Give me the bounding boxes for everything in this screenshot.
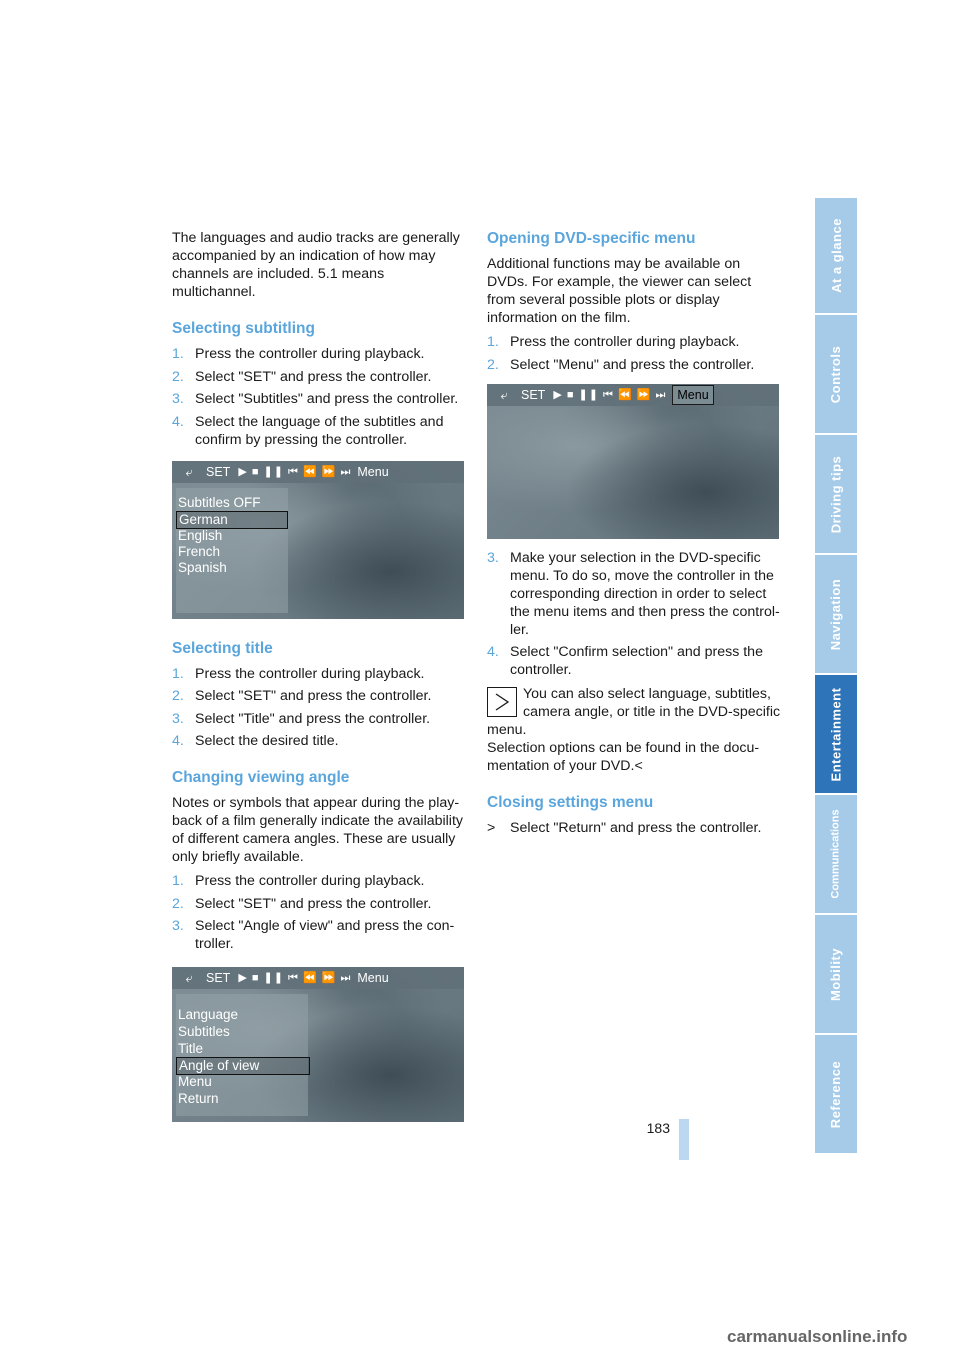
menu-item: English <box>178 527 223 543</box>
title-heading: Selecting title <box>172 639 273 657</box>
menu-item: Menu <box>178 1074 212 1089</box>
tab-communications[interactable]: Communications <box>815 795 857 913</box>
tip-note <box>487 685 783 775</box>
list-item: 1. Press the controller during playback. <box>172 873 425 889</box>
list-item: 3. Select "Subtitles" and press the controller. <box>172 391 459 407</box>
tip-text-continued: menu. Selection options can be found in the docu-mentation of your DVD.< <box>487 722 760 774</box>
set-label: SET <box>206 971 231 985</box>
return-icon: ⤶ <box>185 464 193 479</box>
player-toolbar <box>172 967 464 989</box>
page-number-bar <box>679 1119 689 1160</box>
playback-controls-icon: ▶ ■ ❚❚ ⏮ ⏪ ⏩ ⏭ <box>553 388 667 401</box>
set-label: SET <box>521 387 546 402</box>
tip-text: You can also select language, subtitles, camera angle, or title in the DVD-specific <box>523 686 781 720</box>
tab-entertainment[interactable]: Entertainment <box>815 675 857 793</box>
list-item: 2. Select "Menu" and press the controller. <box>487 356 755 373</box>
angle-screenshot <box>172 967 464 1122</box>
return-icon: ⤶ <box>185 971 193 985</box>
play-triangle-icon <box>487 687 517 717</box>
title-steps <box>172 665 468 751</box>
list-item: 2. Select "SET" and press the controller. <box>172 688 432 704</box>
menu-item-selected: German <box>176 511 288 529</box>
menu-item: Language <box>178 1007 239 1022</box>
tab-reference[interactable]: Reference <box>815 1035 857 1153</box>
closing-list <box>487 819 783 837</box>
menu-item: Return <box>178 1091 219 1106</box>
list-item: 1. Press the controller during playback. <box>172 665 425 682</box>
subtitling-steps <box>172 345 468 449</box>
menu-label: Menu <box>357 971 389 985</box>
dvd-menu-steps <box>487 333 783 374</box>
menu-item: Title <box>178 1041 204 1056</box>
menu-item: Subtitles OFF <box>178 494 261 510</box>
list-item: 4. Select the desired title. <box>172 733 339 749</box>
player-toolbar <box>487 384 779 406</box>
watermark: carmanualsonline.info <box>727 1327 908 1346</box>
subtitles-screenshot <box>172 461 464 619</box>
menu-item: French <box>178 543 221 559</box>
menu-label-selected: Menu <box>672 385 713 405</box>
player-toolbar <box>172 461 464 483</box>
right-column <box>487 229 783 837</box>
list-item: 2. Select "SET" and press the controller. <box>172 895 432 912</box>
playback-controls-icon: ▶ ■ ❚❚ ⏮ ⏪ ⏩ ⏭ <box>238 465 352 478</box>
list-item: > Select "Return" and press the controller. <box>487 820 762 836</box>
end-marker: < <box>634 758 643 774</box>
set-label: SET <box>206 464 231 479</box>
menu-label: Menu <box>357 464 389 479</box>
side-tabs <box>815 198 857 1155</box>
tab-navigation[interactable]: Navigation <box>815 555 857 673</box>
angle-steps <box>172 872 468 953</box>
intro-paragraph: The languages and audio tracks are generally accompanied by an indication of how may channels are included. 5.1 means multichannel. <box>172 230 460 300</box>
menu-item-selected: Angle of view <box>176 1057 310 1075</box>
angle-heading: Changing viewing angle <box>172 769 350 786</box>
subtitling-heading: Selecting subtitling <box>172 320 315 337</box>
dvd-menu-paragraph: Additional functions may be available on DVDs. For example, the viewer can select from several possible plots or display information on the film. <box>487 256 752 326</box>
list-item: 4. Select the language of the subtitles and confirm by pressing the controller. <box>172 413 444 448</box>
dvd-menu-screenshot <box>487 384 779 539</box>
tab-controls[interactable]: Controls <box>815 315 857 433</box>
page-number: 183 <box>646 1120 670 1136</box>
list-item: 3. Make your selection in the DVD-specific menu. To do so, move the controller in the corresponding direction in order to select the menu items and then press the control-ler. <box>487 549 780 638</box>
tab-driving-tips[interactable]: Driving tips <box>815 435 857 553</box>
dvd-menu-heading: Opening DVD-specific menu <box>487 230 696 247</box>
angle-paragraph: Notes or symbols that appear during the play-back of a film generally indicate the availability of different camera angles. These are usually only briefly available. <box>172 795 463 865</box>
dvd-menu-steps-continued <box>487 549 783 680</box>
list-item: 1. Press the controller during playback. <box>172 346 425 362</box>
closing-heading: Closing settings menu <box>487 794 654 811</box>
playback-controls-icon: ▶ ■ ❚❚ ⏮ ⏪ ⏩ ⏭ <box>238 972 352 984</box>
left-column <box>172 229 468 1122</box>
menu-item: Spanish <box>178 559 227 575</box>
list-item: 3. Select "Angle of view" and press the con-troller. <box>172 918 455 952</box>
tab-mobility[interactable]: Mobility <box>815 915 857 1033</box>
return-icon: ⤶ <box>500 387 508 402</box>
list-item: 3. Select "Title" and press the controller. <box>172 710 431 727</box>
list-item: 4. Select "Confirm selection" and press the controller. <box>487 644 763 678</box>
list-item: 1. Press the controller during playback. <box>487 334 740 350</box>
list-item: 2. Select "SET" and press the controller. <box>172 368 432 385</box>
menu-item: Subtitles <box>178 1024 230 1039</box>
tab-at-a-glance[interactable]: At a glance <box>815 198 857 313</box>
